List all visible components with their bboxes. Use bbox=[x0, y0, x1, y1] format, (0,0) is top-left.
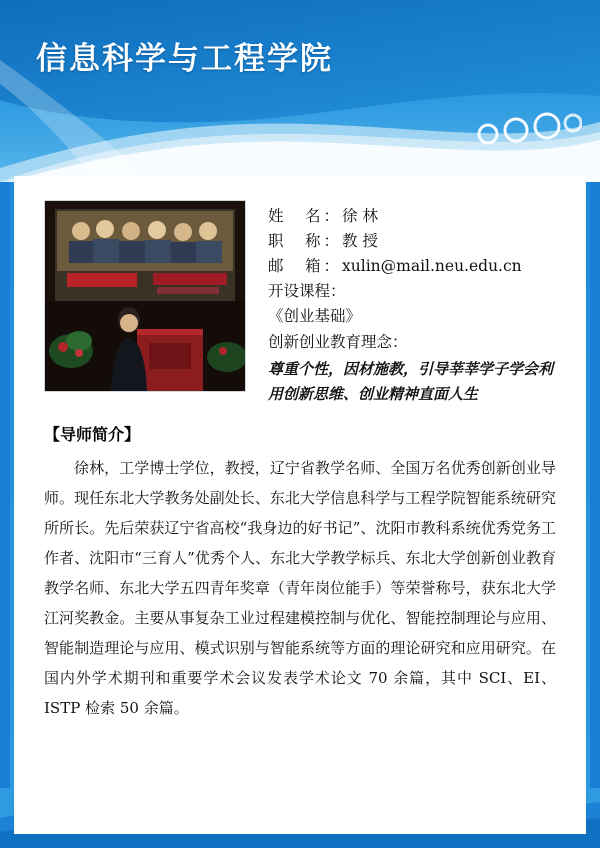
profile-field-name-label: 姓 名： bbox=[268, 207, 343, 225]
profile-field-name bbox=[268, 204, 556, 229]
bio-text: 徐林，工学博士学位，教授，辽宁省教学名师、全国万名优秀创新创业导师。现任东北大学教务处副处长、东北大学信息科学与工程学院智能系统研究所所长。先后荣获辽宁省高校“我身边的好书记”、沈阳市教科系统优秀党务工作者、沈阳市“三育人”优秀个人、东北大学教学标兵、东北大学创新创业教育教学名师、东北大学五四青年奖章（青年岗位能手）等荣誉称号，获东北大学江河奖教金。主要从事复杂工业过程建模控制与优化、智能控制理论与应用、智能制造理论与应用、模式识别与智能系统等方面的理论研究和应用研究。在国内外学术期刊和重要学术会议发表学术论文 70 余篇，其中 SCI、EI、ISTP 检索 50 余篇。 bbox=[44, 459, 556, 718]
photo-illustration bbox=[45, 201, 245, 391]
page-title: 信息科学与工程学院 bbox=[36, 41, 333, 77]
profile-block bbox=[44, 200, 556, 408]
content-area bbox=[14, 176, 586, 834]
profile-field-email-value[interactable]: xulin@mail.neu.edu.cn bbox=[342, 257, 522, 276]
profile-field-email bbox=[268, 254, 556, 279]
header-band bbox=[0, 0, 600, 182]
speaker-at-podium-photo bbox=[44, 200, 246, 392]
philosophy-label: 创新创业教育理念： bbox=[268, 332, 408, 351]
circles-decoration-icon bbox=[472, 112, 582, 152]
profile-field-title-label: 职 称： bbox=[268, 232, 343, 251]
profile-field-title-value: 教 授 bbox=[342, 232, 378, 251]
header-background-svg bbox=[0, 0, 600, 182]
profile-field-email-label: 邮 箱： bbox=[268, 257, 343, 276]
profile-field-name-value: 徐 林 bbox=[342, 207, 378, 225]
profile-fields bbox=[268, 200, 556, 408]
bio-section-title: 【导师简介】 bbox=[44, 425, 141, 445]
profile-field-title bbox=[268, 229, 556, 254]
course-value: 《创业基础》 bbox=[268, 307, 362, 326]
course-label: 开设课程： bbox=[268, 282, 346, 301]
philosophy-text: 尊重个性，因材施教，引导莘莘学子学会利用创新思维、创业精神直面人生 bbox=[268, 359, 554, 404]
